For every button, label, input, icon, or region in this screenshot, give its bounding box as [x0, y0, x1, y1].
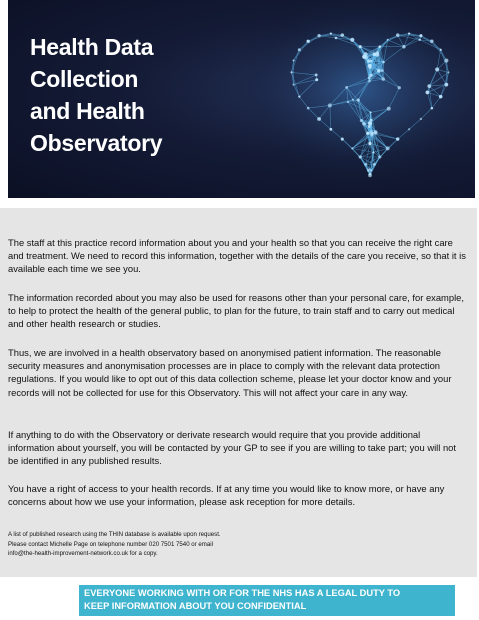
banner-line-1: EVERYONE WORKING WITH OR FOR THE NHS HAS A LEGAL DUTY TO — [84, 588, 401, 598]
network-node — [370, 111, 372, 113]
banner-line-2: KEEP INFORMATION ABOUT YOU CONFIDENTIAL — [84, 601, 307, 612]
title-line-1: Health Data — [30, 34, 154, 60]
network-node — [341, 138, 344, 141]
network-node — [402, 45, 405, 48]
network-node — [340, 33, 344, 37]
network-node — [345, 86, 348, 89]
network-node — [370, 119, 373, 122]
network-node — [369, 173, 371, 175]
paragraph-care-record: The staff at this practice record information about you and your health so that you can receive the right care and treatment. We need to record this information, together with the details of the care you receive, so that it is available each time we see you. — [8, 237, 466, 275]
network-node — [357, 99, 360, 102]
network-node — [378, 45, 381, 48]
network-node — [351, 147, 353, 149]
network-node — [376, 51, 379, 54]
network-node — [369, 74, 372, 77]
footnote-line-1: A list of published research using the THIN database is available upon request. — [8, 531, 221, 538]
network-node — [369, 121, 371, 123]
network-node — [419, 39, 421, 41]
banner-text — [84, 587, 400, 613]
network-node — [382, 77, 386, 81]
network-node — [359, 155, 362, 158]
network-node — [307, 107, 310, 110]
paragraph-access-rights: You have a right of access to your health records. If at any time you would like to know more, or have any concerns about how we use your information, please ask reception for more details. — [8, 483, 445, 508]
network-node — [396, 33, 399, 36]
page-title — [30, 31, 162, 159]
network-node — [328, 103, 332, 107]
network-node — [419, 34, 422, 37]
network-node — [368, 142, 371, 145]
network-node — [368, 76, 371, 79]
network-node — [386, 146, 390, 150]
network-node — [367, 59, 370, 62]
footnote — [8, 530, 338, 559]
network-node — [440, 49, 442, 51]
confidentiality-banner — [79, 585, 455, 616]
information-panel — [0, 208, 477, 577]
title-line-4: Observatory — [30, 130, 163, 156]
network-node — [307, 40, 310, 43]
network-node — [382, 61, 384, 63]
network-node — [408, 32, 410, 34]
network-node — [367, 169, 370, 172]
network-node — [368, 125, 371, 128]
network-node — [298, 48, 301, 51]
network-node — [378, 155, 381, 158]
paragraph-additional-info: If anything to do with the Observatory or derivate research would require that you provide additional information about yourself, you will be contacted by your GP to see if you are willing to take part; you will not be identified in any published results. — [8, 429, 456, 467]
header-banner — [8, 0, 475, 198]
network-node — [347, 101, 349, 103]
network-node — [377, 69, 381, 73]
network-node — [315, 73, 318, 76]
network-node — [352, 99, 354, 101]
network-node — [426, 91, 430, 95]
network-node — [315, 78, 318, 81]
network-node — [430, 40, 433, 43]
network-node — [373, 163, 376, 166]
network-node — [317, 117, 321, 121]
network-node — [398, 86, 401, 89]
glowing-network-heart-icon — [248, 0, 475, 198]
title-line-3: and Health — [30, 98, 145, 124]
network-node — [408, 128, 410, 130]
network-node — [435, 67, 439, 71]
paragraph-other-uses: The information recorded about you may also be used for reasons other than your personal care, for example, to help to protect the health of the general public, to plan for the future, to train staff and to carry out medical and other health research or studies. — [8, 292, 464, 330]
network-node — [362, 122, 366, 126]
network-node — [317, 34, 320, 37]
network-node — [372, 151, 374, 153]
network-node — [444, 58, 448, 62]
network-node — [359, 45, 362, 48]
footnote-line-2: Please contact Michelle Page on telephone number 020 7501 7540 or email — [8, 540, 213, 548]
network-node — [293, 59, 295, 61]
paragraph-observatory: Thus, we are involved in a health observatory based on anonymised patient information. The reasonable security measures and anonymisation processes are in place to comply with the relevant data protection regulations. If you would like to opt out of this data collection scheme, please let your doctor know and your records will not be collected for use for this Observatory. This will not affect your care in any way. — [8, 347, 452, 398]
network-node — [368, 80, 371, 83]
network-node — [368, 64, 372, 68]
title-line-2: Collection — [30, 66, 139, 92]
footnote-line-3: info@the-health-improvement-network.co.uk for a copy. — [8, 550, 158, 558]
network-node — [420, 118, 422, 120]
network-node — [373, 130, 377, 134]
network-node — [364, 163, 367, 166]
network-node — [298, 96, 300, 98]
network-node — [290, 71, 292, 73]
network-node — [335, 37, 338, 40]
network-node — [362, 55, 366, 59]
network-node — [329, 128, 332, 131]
network-node — [431, 107, 434, 110]
network-node — [387, 39, 389, 41]
network-node — [366, 132, 369, 135]
network-node — [447, 71, 449, 73]
network-node — [369, 130, 373, 134]
network-node — [350, 38, 354, 42]
network-node — [396, 137, 399, 140]
network-node — [370, 60, 373, 63]
network-node — [427, 84, 431, 88]
network-node — [370, 169, 372, 171]
network-node — [292, 84, 294, 86]
network-node — [381, 69, 384, 72]
network-node — [445, 83, 449, 87]
network-node — [439, 95, 443, 99]
network-node — [360, 119, 363, 122]
network-node — [387, 107, 391, 111]
network-node — [330, 32, 332, 34]
